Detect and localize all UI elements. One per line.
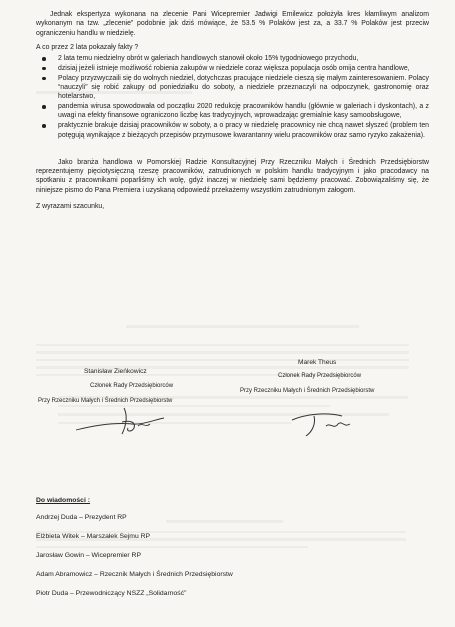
recipient-item: Elżbieta Witek – Marszałek Sejmu RP: [36, 533, 151, 540]
signatory-name: Marek Theus: [298, 359, 337, 366]
signatory-role: Członek Rady Przedsiębiorców: [278, 373, 362, 379]
bullet-icon: [42, 57, 46, 61]
recipient-item: Andrzej Duda – Prezydent RP: [36, 514, 127, 521]
recipient-item: Adam Abramowicz – Rzecznik Małych i Średnich Przedsiębiorstw: [36, 571, 233, 578]
signatory-org: Przy Rzeczniku Małych i Średnich Przedsiębiorstw: [38, 398, 173, 404]
signatory-right: [240, 358, 430, 396]
signatory-name: Stanisław Zieńkowicz: [84, 368, 147, 375]
paragraph-position: Jako branża handlowa w Pomorskiej Radzie Konsultacyjnej Przy Rzeczniku Małych i Średnich Przedsiębiorstw reprezentujemy pięciotysięczną rzeszę pracowników, zatrudnionych w polskim handlu tradycyjnym i jako pracodawcy na spotkaniu z pracownikami poparliśmy ich wolę, gdyż inaczej w niedzielę sami będziemy pracować. Zobowiązaliśmy się, że niniejsze pismo do Pana Premiera i uzyskaną odpowiedź przekażemy wszystkim zatrudnionym załogom.: [36, 158, 429, 194]
signatory-org: Przy Rzeczniku Małych i Średnich Przedsiębiorstw: [240, 388, 375, 394]
handwritten-signature-right: [286, 406, 376, 442]
recipients-heading: Do wiadomości :: [36, 497, 91, 504]
list-item: praktycznie brakuje dzisiaj pracowników w soboty, a o pracy w niedzielę pracownicy nie chcą nawet słyszeć (problem ten potęgują wynikające z bieżących przepisów przymusowe kwarantanny wielu pracowników oraz samo ryzyko zakażenia).: [58, 121, 429, 140]
handwritten-signature-left: [72, 400, 192, 440]
list-item: pandemia wirusa spowodowała od początku 2020 redukcję pracowników handlu (głównie w galeriach i dyskontach), a z uwagi na efekty finansowe ograniczono liczbę kas tradycyjnych, wprowadzając gremialnie kasy samoobsługowe,: [58, 102, 429, 121]
list-item: 2 lata temu niedzielny obrót w galeriach handlowych stanowił około 15% tygodniowego przychodu,: [58, 54, 429, 63]
recipient-item: Piotr Duda – Przewodniczący NSZZ „Solidarność”: [36, 590, 187, 597]
signatory-role: Członek Rady Przedsiębiorców: [90, 383, 174, 389]
bullet-icon: [42, 124, 46, 128]
list-item: dzisiaj jeżeli istnieje możliwość robienia zakupów w niedziele coraz większa populacja osób omija centra handlowe,: [58, 64, 429, 73]
recipient-item: Jarosław Gowin – Wicepremier RP: [36, 552, 142, 559]
bullet-icon: [42, 77, 46, 81]
question-line: A co przez 2 lata pokazały fakty ?: [36, 43, 139, 51]
list-item: Polacy przyzwyczaili się do wolnych niedziel, dotychczas pracujące niedziele cieszą się małym zainteresowaniem. Polacy “nauczyli” się robić zakupy od poniedziałku do soboty, a niedziele przeznaczyli na odpoczynek, gastronomię oraz hotelarstwo,: [58, 74, 429, 102]
greeting: Z wyrazami szacunku,: [36, 203, 105, 211]
bullet-icon: [42, 105, 46, 109]
facts-list: [36, 54, 429, 140]
paragraph-intro: Jednak ekspertyza wykonana na zlecenie Pani Wicepremier Jadwigi Emilewicz położyła kres kłamliwym analizom wykonanym na tzw. „zlecenie” podobnie jak dziś mówiące, że 53.5 % Polaków jest za, a 33.7 % Polaków jest przeciw ograniczeniu handlu w niedzielę.: [36, 11, 429, 37]
bullet-icon: [42, 67, 46, 71]
